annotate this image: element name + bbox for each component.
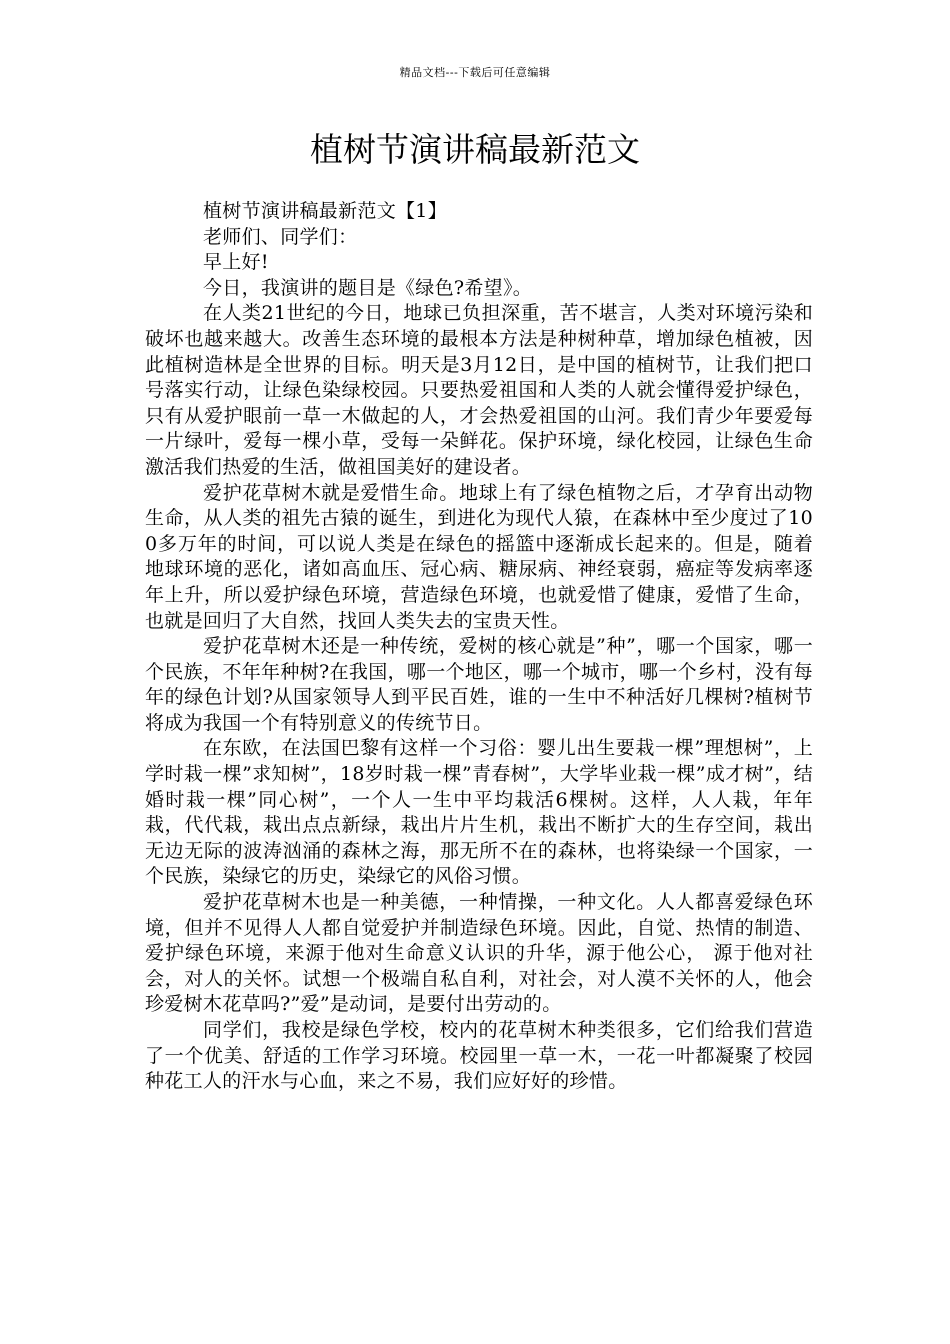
header-note: 精品文档---下载后可任意编辑: [399, 66, 551, 79]
body-paragraph-1: 在人类21世纪的今日，地球已负担深重，苦不堪言，人类对环境污染和破坏也越来越大。改善生态环境的最根本方法是种树种草，增加绿色植被，因此植树造林是全世界的目标。明天是3月12日，是中国的植树节，让我们把口号落实行动，让绿色染绿校园。只要热爱祖国和人类的人就会懂得爱护绿色，只有从爱护眼前一草一木做起的人，才会热爱祖国的山河。我们青少年要爱每一片绿叶，爱每一棵小草，受每一朵鲜花。保护环境，绿化校园，让绿色生命激活我们热爱的生活，做祖国美好的建设者。: [145, 302, 813, 478]
section-subtitle: 植树节演讲稿最新范文【1】: [203, 200, 447, 222]
body-paragraph-5: 爱护花草树木也是一种美德，一种情操，一种文化。人人都喜爱绿色环境，但并不见得人人都自觉爱护并制造绿色环境。因此，自觉、热情的制造、爱护绿色环境，来源于他对生命意义认识的升华，源于他公心， 源于他对社会，对人的关怀。试想一个极端自私自利，对社会，对人漠不关怀的人，他会珍爱树木花草吗?”爱”是动词，是要付出劳动的。: [145, 891, 813, 1016]
body-paragraph-4: 在东欧，在法国巴黎有这样一个习俗：婴儿出生要栽一棵”理想树”，上学时栽一棵”求知树”，18岁时栽一棵”青春树”，大学毕业栽一棵”成才树”，结婚时栽一棵”同心树”，一个人一生中平均栽活6棵树。这样，人人栽，年年栽，代代栽，栽出点点新绿，栽出片片生机，栽出不断扩大的生存空间，栽出无边无际的波涛汹涌的森林之海，那无所不在的森林，也将染绿一个国家，一个民族，染绿它的历史，染绿它的风俗习惯。: [145, 737, 813, 888]
body-paragraph-3: 爱护花草树木还是一种传统，爱树的核心就是”种”，哪一个国家，哪一个民族，不年年种树?在我国，哪一个地区，哪一个城市，哪一个乡村，没有每年的绿色计划?从国家领导人到平民百姓，谁的一生中不种活好几棵树?植树节将成为我国一个有特别意义的传统节日。: [145, 635, 813, 734]
document-body: [145, 199, 813, 1095]
body-paragraph-6: 同学们，我校是绿色学校，校内的花草树木种类很多，它们给我们营造了一个优美、舒适的工作学习环境。校园里一草一木，一花一叶都凝聚了校园种花工人的汗水与心血，来之不易，我们应好好的珍惜。: [145, 1019, 813, 1093]
document-title: 植树节演讲稿最新范文: [310, 130, 640, 169]
topic-line: 今日，我演讲的题目是《绿色?希望》。: [203, 276, 533, 299]
greeting-line: 老师们、同学们：: [203, 225, 358, 248]
body-paragraph-2: 爱护花草树木就是爱惜生命。地球上有了绿色植物之后，才孕育出动物生命，从人类的祖先古猿的诞生，到进化为现代人猿，在森林中至少度过了100多万年的时间，可以说人类是在绿色的摇篮中逐渐成长起来的。但是，随着地球环境的恶化，诸如高血压、冠心病、糖尿病、神经衰弱，癌症等发病率逐年上升，所以爱护绿色环境，营造绿色环境，也就爱惜了健康，爱惜了生命，也就是回归了大自然，找回人类失去的宝贵天性。: [145, 481, 813, 632]
morning-line: 早上好!: [203, 251, 269, 274]
